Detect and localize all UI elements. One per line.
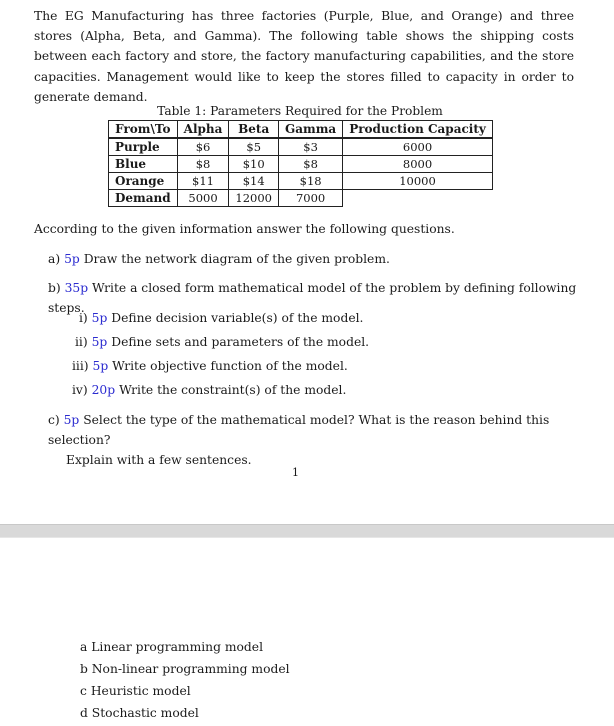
question-c-text-continued: Explain with a few sentences. (66, 453, 252, 467)
question-b-ii (75, 332, 369, 352)
cell-demand-empty (343, 190, 493, 207)
question-b-iv-marker: iv) (72, 383, 88, 397)
question-b-ii-text: Define sets and parameters of the model. (111, 335, 370, 349)
question-b-iii-marker: iii) (72, 359, 89, 373)
question-b-i (79, 308, 363, 328)
question-b-iv-points: 20p (91, 383, 116, 397)
question-c-marker: c) (48, 413, 60, 427)
table-row (109, 138, 493, 156)
table-header-row (109, 121, 493, 139)
cell-orange-beta: $14 (229, 173, 279, 190)
page-number: 1 (292, 466, 299, 479)
question-c (48, 410, 578, 470)
question-b-i-points: 5p (91, 311, 108, 325)
cell-orange-alpha: $11 (177, 173, 229, 190)
question-b-points: 35p (64, 281, 89, 295)
question-a (48, 249, 390, 269)
option-c-letter: c (80, 684, 87, 698)
row-label-demand: Demand (109, 190, 178, 207)
row-label-purple: Purple (109, 138, 178, 156)
question-a-marker: a) (48, 252, 61, 266)
cell-purple-beta: $5 (229, 138, 279, 156)
question-b-iii-text: Write objective function of the model. (112, 359, 348, 373)
question-b-iv-text: Write the constraint(s) of the model. (119, 383, 347, 397)
intro-paragraph: The EG Manufacturing has three factories (Purple, Blue, and Orange) and three stores (Alpha, Beta, and Gamma). The following table shows the shipping costs between each factory and store, the factory manufacturing capabilities, and the store capacities. Management would like to keep the stores filled to capacity in order to generate demand. (34, 9, 574, 104)
row-label-orange: Orange (109, 173, 178, 190)
cell-purple-alpha: $6 (177, 138, 229, 156)
cell-demand-alpha: 5000 (177, 190, 229, 207)
question-a-text: Draw the network diagram of the given problem. (83, 252, 390, 266)
header-gamma: Gamma (279, 121, 343, 139)
option-c-text: Heuristic model (90, 684, 191, 698)
option-d[interactable] (80, 702, 290, 724)
row-label-blue: Blue (109, 156, 178, 173)
header-alpha: Alpha (177, 121, 229, 139)
question-c-text: Select the type of the mathematical model? What is the reason behind this selection? (48, 413, 550, 447)
header-production-capacity: Production Capacity (343, 121, 493, 139)
option-c[interactable] (80, 680, 290, 702)
cell-orange-capacity: 10000 (343, 173, 493, 190)
question-b-iii (72, 356, 348, 376)
question-a-points: 5p (64, 252, 80, 266)
cell-orange-gamma: $18 (279, 173, 343, 190)
question-b-iii-points: 5p (92, 359, 109, 373)
table-row (109, 156, 493, 173)
cell-demand-gamma: 7000 (279, 190, 343, 207)
question-b-iv (72, 380, 346, 400)
answer-options (80, 636, 290, 724)
option-a-text: Linear programming model (91, 640, 264, 654)
cell-purple-gamma: $3 (279, 138, 343, 156)
question-b-text: Write a closed form mathematical model of the problem by defining following steps. (48, 281, 577, 315)
table-caption: Table 1: Parameters Required for the Problem (157, 104, 443, 118)
option-a[interactable] (80, 636, 290, 658)
header-from-to: From\To (109, 121, 178, 139)
cell-demand-beta: 12000 (229, 190, 279, 207)
option-a-letter: a (80, 640, 88, 654)
question-b-i-marker: i) (79, 311, 88, 325)
option-b[interactable] (80, 658, 290, 680)
page-separator (0, 524, 614, 538)
option-d-text: Stochastic model (91, 706, 199, 720)
cell-purple-capacity: 6000 (343, 138, 493, 156)
cell-blue-beta: $10 (229, 156, 279, 173)
cell-blue-alpha: $8 (177, 156, 229, 173)
question-c-points: 5p (63, 413, 80, 427)
table-row-demand (109, 190, 493, 207)
question-b-marker: b) (48, 281, 61, 295)
option-b-letter: b (80, 662, 88, 676)
cell-blue-gamma: $8 (279, 156, 343, 173)
cell-blue-capacity: 8000 (343, 156, 493, 173)
option-d-letter: d (80, 706, 88, 720)
question-b-i-text: Define decision variable(s) of the model. (111, 311, 364, 325)
questions-lead: According to the given information answer the following questions. (34, 222, 455, 236)
option-b-text: Non-linear programming model (91, 662, 290, 676)
header-beta: Beta (229, 121, 279, 139)
question-b-ii-marker: ii) (75, 335, 88, 349)
table-row (109, 173, 493, 190)
parameters-table (108, 120, 493, 207)
question-b-ii-points: 5p (91, 335, 108, 349)
